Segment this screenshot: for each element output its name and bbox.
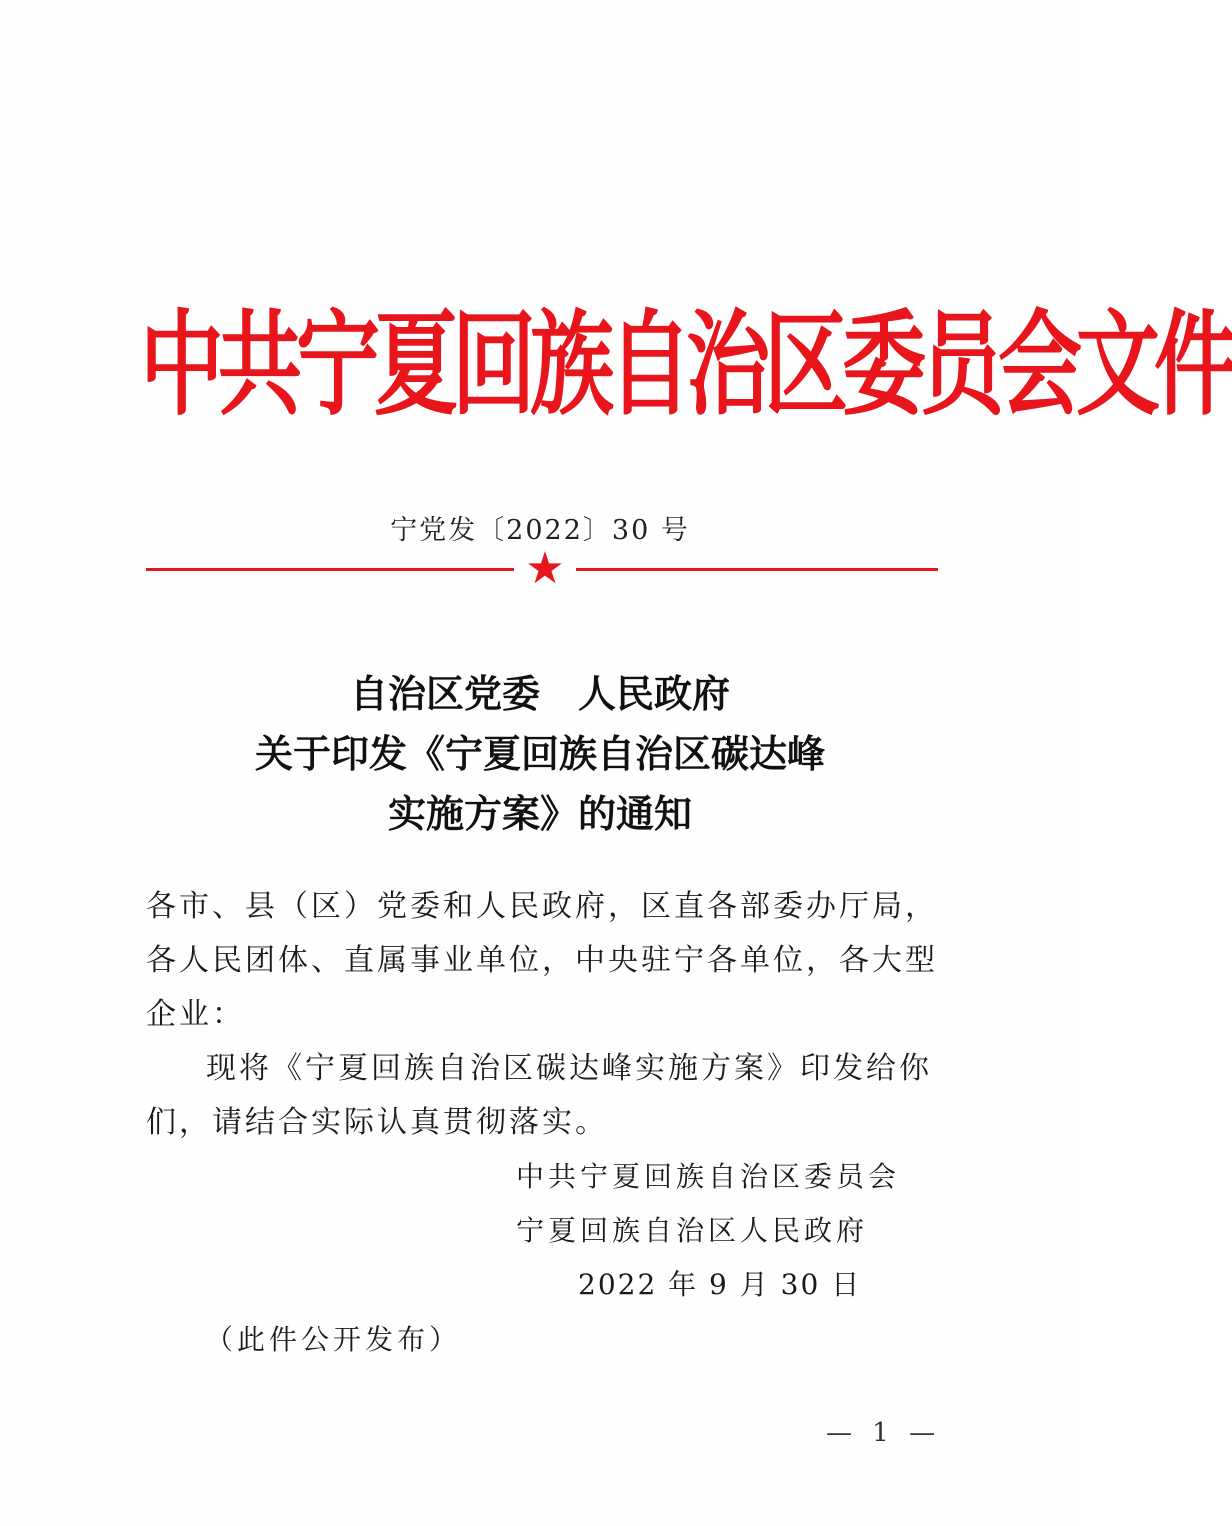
title-line-1: 自治区党委 人民政府 bbox=[349, 671, 730, 716]
issue-date: 2022 年 9 月 30 日 bbox=[578, 1268, 862, 1301]
page-number: — 1 — bbox=[826, 1418, 942, 1448]
issuer-party-committee: 中共宁夏回族自治区委员会 bbox=[516, 1160, 901, 1193]
star-icon: ★ bbox=[525, 543, 565, 594]
release-note: （此件公开发布） bbox=[205, 1323, 462, 1356]
issuer-government: 宁夏回族自治区人民政府 bbox=[516, 1214, 869, 1247]
separator-line-right bbox=[576, 568, 938, 571]
notice-body bbox=[146, 880, 946, 1150]
title-line-3: 实施方案》的通知 bbox=[387, 791, 692, 836]
notice-title bbox=[0, 664, 1080, 844]
body-paragraph: 现将《宁夏回族自治区碳达峰实施方案》印发给你们，请结合实际认真贯彻落实。 bbox=[146, 1051, 932, 1140]
red-separator bbox=[146, 543, 938, 594]
addressees: 各市、县（区）党委和人民政府，区直各部委办厅局，各人民团体、直属事业单位，中央驻宁各单位，各大型企业： bbox=[146, 889, 938, 1032]
masthead-title: 中共宁夏回族自治区委员会文件 bbox=[140, 298, 1232, 432]
separator-line-left bbox=[146, 568, 514, 571]
title-line-2: 关于印发《宁夏回族自治区碳达峰 bbox=[254, 731, 825, 776]
document-number: 宁党发〔2022〕30 号 bbox=[390, 515, 690, 546]
signature-block bbox=[516, 1150, 901, 1312]
